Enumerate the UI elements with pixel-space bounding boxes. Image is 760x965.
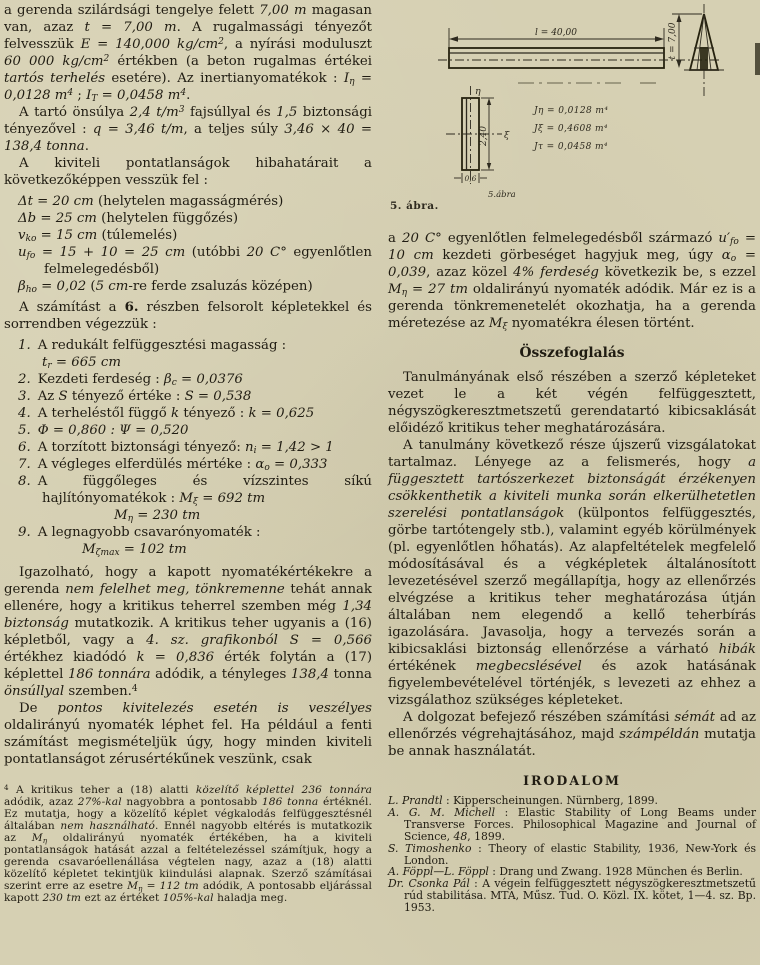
list-item (18, 405, 372, 422)
footnote-4: $^4$ A kritikus teher a (18) alatti közelítő képlettel 236 tonnára adódik, azaz 27%-kal nagyobbra a pontosabb 186 tonna értéknél. Ez mutatja, hogy a közelítő képlet végkalodás felfüggesztésnél általában nem használható. Ennél nagyobb eltérés is mutatkozik az $M_\eta$ oldalirányú nyomaték értékében, ha a kiviteli pontatlanságok hatását azzal a feltételezéssel számítjuk, hogy a gerenda csavaróellenállása végtelen nagy, azaz a (18) alatti közelítő képletet tekintjük kiindulási alapnak. Szerző számításai szerint erre az esetre $M_\eta = 112$ tm adódik, A pontosabb eljárással kapott 230 tm ezt az értéket 105%-kal haladja meg. (4, 782, 372, 904)
error-assumptions-list (4, 193, 372, 295)
bibliography (388, 795, 756, 914)
step-text: A redukált felfüggesztési magasság : $t_r = 665$ cm (37, 338, 287, 372)
section-width-label: 0,6 (464, 174, 477, 183)
list-item: $u_{fo} = 15 + 10 = 25$ cm (utóbbi 20 C° egyenlőtlen felmelegedésből) (18, 245, 372, 277)
step-text: A torzított biztonsági tényező: $n_i = 1,42 > 1$ (37, 440, 334, 457)
paragraph-result-discussion: Igazolható, hogy a kapott nyomatékértékekre a gerenda nem felelhet meg, tönkremenne tehát annak ellenére, hogy a kritikus teherrel szemben még 1,34 biztonság mutatkozik. A kritikus teher ugyanis a (16) képletből, vagy a 4. sz. grafikonból S = 0,566 értékhez kiadódó k = 0,836 érték folytán a (17) képlettel 186 tonnára adódik, a tényleges 138,4 tonna önsúllyal szemben.$^4$ (4, 565, 373, 699)
summary-heading: Összefoglalás (519, 345, 625, 361)
handwritten-figure-note: 5.ábra (488, 190, 516, 200)
xi-axis-label: ξ (504, 130, 510, 141)
list-item (18, 439, 372, 456)
inertia-labels (532, 106, 608, 152)
list-item (18, 422, 372, 439)
step-number: 4. (18, 406, 31, 421)
length-label: l = 40,00 (535, 28, 577, 38)
paragraph-error-intro: A kiviteli pontatlanságok hibahatárait a következőképpen vesszük fel : (4, 156, 372, 188)
inertia-xi-label: Jξ = 0,4608 m⁴ (534, 124, 608, 134)
step-number: 6. (18, 440, 31, 455)
bibliography-entry: A. G. M. Michell : Elastic Stability of Long Beams under Transverse Forces. Philosophical Magazine and Journal of Science, 48, 1899. (388, 805, 756, 843)
paragraph-summary-2: A tanulmány következő része újszerű vizsgálatokat tartalmaz. Lényege az a felismerés, hogy a függesztett tartószerkezet biztonságát érzékenyen csökkenthetik a kiviteli munka során elkerülhetetlen szerelési pontatlanságok (külpontos felfüggesztés, görbe tartótengely stb.), valamint egyéb körülmények (pl. egyenlőtlen hőhatás). Az alapfeltételek megfelelő módosításával és a végképletek általánosított levezetésével szerző megállapítja, hogy az ellenőrzés elvégzése a kritikus teher meghatározása útján általában nem elegendő a kellő teherbírás igazolására. Javasolja, hogy a tervezés során a kibicsaklási biztonság ellenőrzése a várható hibák értékének megbecslésével és azok hatásának figyelembevételével történjék, s levezeti az ehhez a vizsgálathoz szükséges képleteket. (388, 438, 756, 708)
list-item: $v_{ko} = 15$ cm (túlemelés) (18, 228, 178, 245)
step-number: 9. (18, 525, 31, 540)
paragraph-self-weight: A tartó önsúlya 2,4 $t/m^3$ fajsúllyal és 1,5 biztonsági tényezővel : q = 3,46 t/m, a teljes súly 3,46 × 40 = 138,4 tonna. (4, 104, 372, 154)
eta-axis-label: η (475, 86, 481, 97)
figure-caption: 5. ábra. (390, 200, 439, 212)
paragraph-summary-3: A dolgozat befejező részében számítási sémát ad az ellenőrzés végrehajtásához, majd számpéldán mutatja be annak használatát. (388, 710, 757, 759)
step-number: 8. (18, 474, 31, 489)
right-column (388, 0, 756, 914)
beam-figure-drawing (388, 0, 756, 230)
step-text: Kezdeti ferdeség : $\beta_c = 0,0376$ (37, 372, 243, 389)
paragraph-material-properties: a gerenda szilárdsági tengelye felett 7,00 m magasan van, azaz t = 7,00 m. A rugalmassági tényezőt felvesszük E = 140,000 $kg/cm^2$, a nyírási moduluszt 60 000 $kg/cm^2$ értékben (a beton rugalmas értékei tartós terhelés esetére). Az inertianyomatékok : $I_\eta = 0,0128$ $m^4$ ; $I_T = 0,0458$ $m^4$. (4, 3, 373, 105)
paragraph-thermal-curvature: a 20 C° egyenlőtlen felmelegedésből származó $u'_{fo} = 10$ cm kezdeti görbeséget hagyjuk meg, úgy $\alpha_o = 0,039$, azaz közel 4% ferdeség következik be, s ezzel $M_\eta = 27$ tm oldalirányú nyomaték adódik. Már ez is a gerenda tönkremenetelét okozhatja, ha a gerenda méretezése az $M_\xi$ nyomatékra élesen történt. (388, 231, 756, 333)
section-height-dimension (479, 98, 494, 170)
list-item (18, 371, 372, 388)
step-text: Φ = 0,860 : Ψ = 0,520 (37, 423, 189, 438)
section-width-dimension (454, 173, 516, 200)
list-item (18, 337, 372, 371)
step-number: 3. (18, 389, 31, 404)
step-number: 5. (18, 423, 31, 438)
list-item (18, 456, 372, 473)
step-text: Az S tényező értéke : S = 0,538 (37, 389, 252, 404)
list-item (18, 473, 372, 524)
step-number: 7. (18, 457, 31, 472)
list-item: Δt = 20 cm (helytelen magasságmérés) (18, 194, 284, 209)
paragraph-calculation-intro: A számítást a 6. részben felsorolt képletekkel és sorrendben végezzük : (4, 300, 372, 332)
calculation-steps-list (4, 337, 372, 558)
list-item (18, 388, 372, 405)
list-item: $\beta_{ho} = 0,02$ (5 cm-re ferde zsaluzás középen) (18, 279, 313, 296)
scan-edge-artifact (755, 43, 760, 75)
step-text: A végleges elferdülés mértéke : $\alpha_o = 0,333$ (37, 457, 328, 474)
left-column (4, 2, 372, 904)
support-triangle (684, 4, 724, 97)
list-item: Δb = 25 cm (helytelen függőzés) (18, 211, 239, 226)
bibliography-entry: Dr. Csonka Pál : A végein felfüggesztett négyszögkeresztmetszetű rúd stabilitása. MTA, Műsz. Tud. O. Közl. IX. kötet, 1—4. sz. Bp. 1953. (388, 877, 756, 915)
inertia-eta-label: Jη = 0,0128 m⁴ (534, 106, 609, 116)
step-text: A terheléstől függő k tényező : k = 0,625 (37, 406, 315, 421)
height-label: t = 7,00 (668, 22, 678, 60)
paragraph-summary-1: Tanulmányának első részében a szerző képleteket vezet le a két végén felfüggesztett, négyszögkeresztmetszetű gerendatartó kibicsaklását előidéző kritikus teher meghatározására. (388, 370, 756, 436)
step-text: A legnagyobb csavarónyomaték : $M_{\zeta max} = 102$ tm (37, 525, 261, 559)
bibliography-entry: L. Prandtl : Kipperscheinungen. Nürnberg, 1899. (388, 794, 658, 807)
section-height-label: 2,40 (479, 125, 489, 147)
step-text: A függőleges és vízszintes síkú hajlítónyomatékok : $M_\xi = 692$ tm $M_\eta = 230$ tm (37, 474, 372, 525)
paragraph-danger-note: De pontos kivitelezés esetén is veszélyes oldalirányú nyomaték léphet fel. Ha például a fenti számítást megismételjük úgy, hogy minden kiviteli pontatlanságot zérusértékűnek veszünk, csak (4, 701, 372, 767)
cross-section (446, 86, 510, 184)
figure-5 (388, 0, 756, 230)
literature-heading: IRODALOM (523, 773, 621, 788)
bibliography-entry: A. Föppl—L. Föppl : Drang und Zwang. 1928 München és Berlin. (388, 865, 743, 879)
list-item (18, 524, 372, 558)
step-number: 1. (18, 338, 31, 353)
inertia-tau-label: Jτ = 0,0458 m⁴ (534, 142, 608, 152)
bibliography-entry: S. Timoshenko : Theory of elastic Stability, 1936, New-York és London. (388, 841, 756, 867)
step-number: 2. (18, 372, 31, 387)
